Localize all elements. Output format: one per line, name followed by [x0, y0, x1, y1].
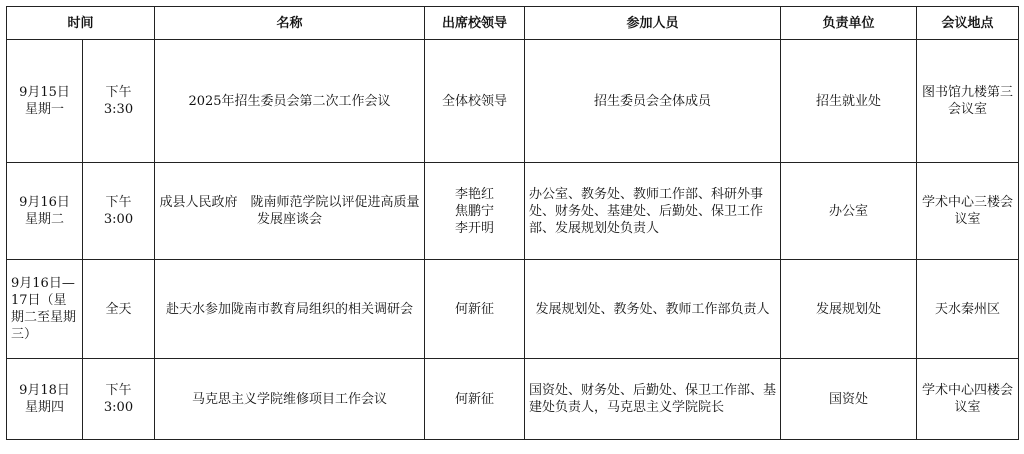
cell-leaders: 何新征: [425, 359, 525, 440]
cell-department: 招生就业处: [781, 40, 917, 163]
cell-time: 下午 3:00: [83, 163, 155, 260]
cell-leaders: 李艳红 焦鹏宁 李开明: [425, 163, 525, 260]
header-participants: 参加人员: [525, 7, 781, 40]
table-row: [7, 163, 1019, 260]
cell-location: 图书馆九楼第三会议室: [917, 40, 1019, 163]
header-row: [7, 7, 1019, 40]
schedule-table: [6, 6, 1019, 440]
cell-location: 学术中心四楼会议室: [917, 359, 1019, 440]
cell-leaders: 全体校领导: [425, 40, 525, 163]
table-row: [7, 40, 1019, 163]
header-name: 名称: [155, 7, 425, 40]
cell-time: 下午 3:00: [83, 359, 155, 440]
cell-participants: 发展规划处、教务处、教师工作部负责人: [525, 260, 781, 359]
cell-department: 办公室: [781, 163, 917, 260]
cell-date: 9月16日—17日（星期二至星期三）: [7, 260, 83, 359]
cell-name: 马克思主义学院维修项目工作会议: [155, 359, 425, 440]
cell-date: 9月16日 星期二: [7, 163, 83, 260]
cell-name: 2025年招生委员会第二次工作会议: [155, 40, 425, 163]
cell-participants: 招生委员会全体成员: [525, 40, 781, 163]
cell-location: 天水秦州区: [917, 260, 1019, 359]
table-row: [7, 359, 1019, 440]
cell-name: 赴天水参加陇南市教育局组织的相关调研会: [155, 260, 425, 359]
cell-participants: 国资处、财务处、后勤处、保卫工作部、基建处负责人，马克思主义学院院长: [525, 359, 781, 440]
header-leaders: 出席校领导: [425, 7, 525, 40]
cell-participants: 办公室、教务处、教师工作部、科研外事处、财务处、基建处、后勤处、保卫工作部、发展规划处负责人: [525, 163, 781, 260]
cell-location: 学术中心三楼会议室: [917, 163, 1019, 260]
header-department: 负责单位: [781, 7, 917, 40]
header-location: 会议地点: [917, 7, 1019, 40]
header-time: 时间: [7, 7, 155, 40]
cell-time: 下午 3:30: [83, 40, 155, 163]
cell-department: 国资处: [781, 359, 917, 440]
cell-department: 发展规划处: [781, 260, 917, 359]
table-row: [7, 260, 1019, 359]
cell-date: 9月18日 星期四: [7, 359, 83, 440]
cell-leaders: 何新征: [425, 260, 525, 359]
cell-time: 全天: [83, 260, 155, 359]
cell-name: 成县人民政府 陇南师范学院以评促进高质量发展座谈会: [155, 163, 425, 260]
cell-date: 9月15日 星期一: [7, 40, 83, 163]
